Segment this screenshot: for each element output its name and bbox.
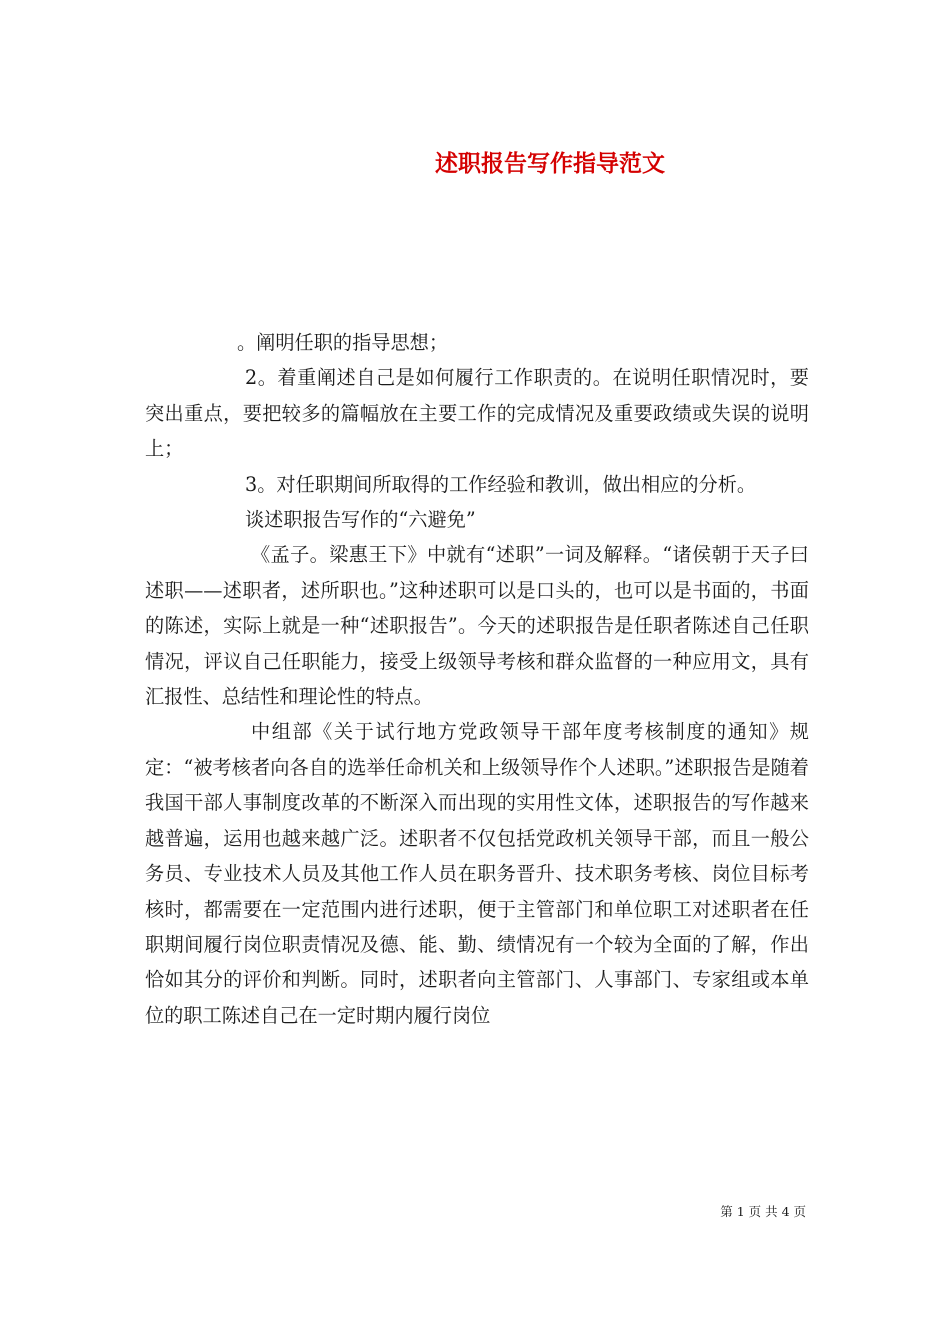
paragraph-mencius: 《孟子。梁惠王下》中就有“述职”一词及解释。“诸侯朝于天子曰述职——述职者，述所职也。”这种述职可以是口头的，也可以是书面的，书面的陈述，实际上就是一种“述职报告”。今天的述职报告是任职者陈述自己任职情况，评议自己任职能力，接受上级领导考核和群众监督的一种应用文，具有汇报性、总结性和理论性的特点。 (145, 543, 809, 709)
paragraph-guiding-thought: 。阐明任职的指导思想； (237, 331, 449, 354)
section-heading: 谈述职报告写作的“六避免” (245, 508, 476, 532)
page-footer: 第 1 页 共 4 页 (720, 1204, 806, 1219)
page-title: 述职报告写作指导范文 (435, 151, 665, 178)
paragraph-point-2: 2。着重阐述自己是如何履行工作职责的。在说明任职情况时，要突出重点，要把较多的篇幅放在主要工作的完成情况及重要政绩或失误的说明上； (145, 366, 809, 461)
paragraph-organization-department: 中组部《关于试行地方党政领导干部年度考核制度的通知》规定：“被考核者向各自的选举任命机关和上级领导作个人述职。”述职报告是随着我国干部人事制度改革的不断深入而出现的实用性文体，述职报告的写作越来越普遍，运用也越来越广泛。述职者不仅包括党政机关领导干部，而且一般公务员、专业技术人员及其他工作人员在职务晋升、技术职务考核、岗位目标考核时，都需要在一定范围内进行述职，便于主管部门和单位职工对述职者在任职期间履行岗位职责情况及德、能、勤、绩情况有一个较为全面的了解，作出恰如其分的评价和判断。同时，述职者向主管部门、人事部门、专家组或本单位的职工陈述自己在一定时期内履行岗位 (145, 720, 809, 1027)
document-body (145, 325, 809, 1033)
paragraph-point-3: 3。对任职期间所取得的工作经验和教训，做出相应的分析。 (245, 472, 757, 496)
